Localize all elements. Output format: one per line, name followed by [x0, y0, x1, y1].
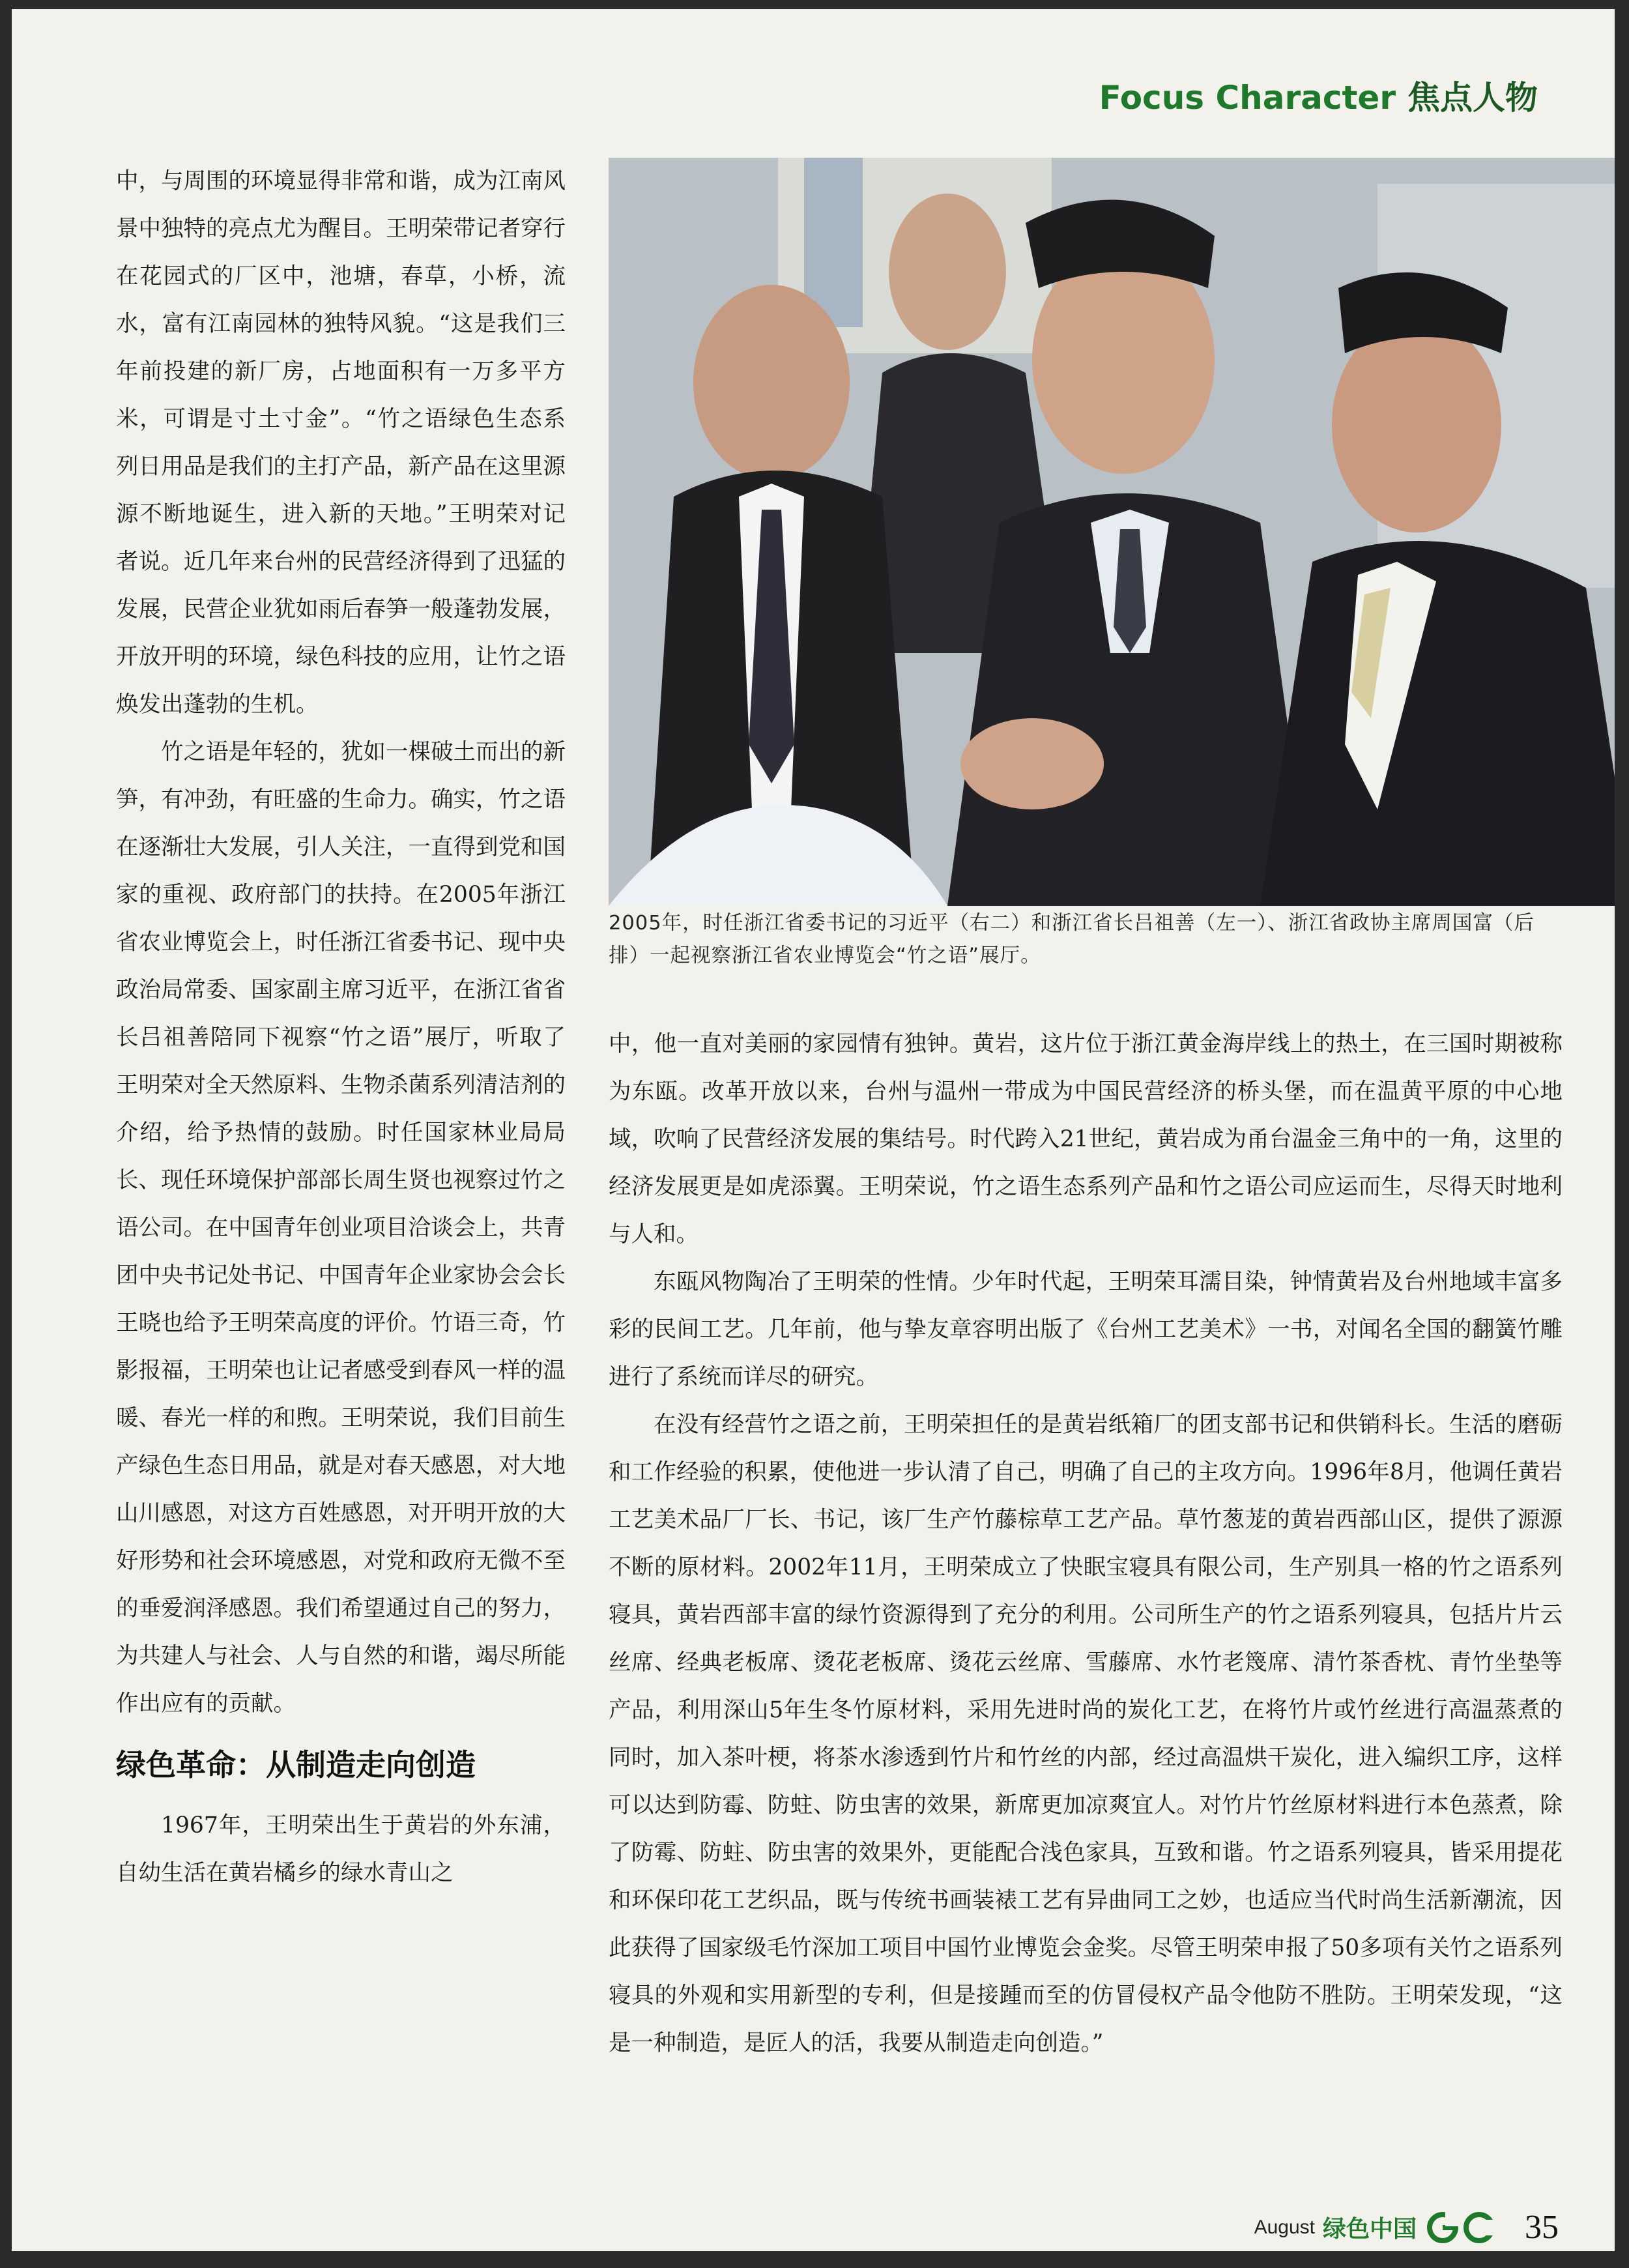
page-footer	[1254, 2208, 1559, 2246]
body-paragraph: 在没有经营竹之语之前，王明荣担任的是黄岩纸箱厂的团支部书记和供销科长。生活的磨砺和工作经验的积累，使他进一步认清了自己，明确了自己的主攻方向。1996年8月，他调任黄岩工艺美术品厂厂长、书记，该厂生产竹藤棕草工艺产品。草竹葱茏的黄岩西部山区，提供了源源不断的原材料。2002年11月，王明荣成立了快眠宝寝具有限公司，生产别具一格的竹之语系列寝具，黄岩西部丰富的绿竹资源得到了充分的利用。公司所生产的竹之语系列寝具，包括片片云丝席、经典老板席、烫花老板席、烫花云丝席、雪藤席、水竹老篾席、清竹茶香枕、青竹坐垫等产品，利用深山5年生冬竹原材料，采用先进时尚的炭化工艺，在将竹片或竹丝进行高温蒸煮的同时，加入茶叶梗，将茶水渗透到竹片和竹丝的内部，经过高温烘干炭化，进入编织工序，这样可以达到防霉、防蛀、防虫害的效果，新席更加凉爽宜人。对竹片竹丝原材料进行本色蒸煮，除了防霉、防蛀、防虫害的效果外，更能配合浅色家具，互致和谐。竹之语系列寝具，皆采用提花和环保印花工艺织品，既与传统书画装裱工艺有异曲同工之妙，也适应当代时尚生活新潮流，因此获得了国家级毛竹深加工项目中国竹业博览会金奖。尽管王明荣申报了50多项有关竹之语系列寝具的外观和实用新型的专利，但是接踵而至的仿冒侵权产品令他防不胜防。王明荣发现，“这是一种制造，是匠人的活，我要从制造走向创造。”	[609, 1412, 1563, 2056]
magazine-logo-icon	[1423, 2212, 1501, 2243]
photo-caption: 2005年，时任浙江省委书记的习近平（右二）和浙江省长吕祖善（左一）、浙江省政协主席周国富（后排）一起视察浙江省农业博览会“竹之语”展厅。	[609, 912, 1535, 967]
left-column	[116, 158, 566, 1897]
section-header-zh: 焦点人物	[1407, 79, 1538, 117]
magazine-name: 绿色中国	[1322, 2216, 1417, 2243]
section-header-en: Focus Character	[1099, 79, 1396, 117]
right-column	[609, 1021, 1563, 2067]
body-paragraph: 1967年，王明荣出生于黄岩的外东浦，自幼生活在黄岩橘乡的绿水青山之	[116, 1812, 566, 1886]
section-title: 绿色革命：从制造走向创造	[116, 1747, 476, 1782]
body-paragraph: 竹之语是年轻的，犹如一棵破土而出的新笋，有冲劲，有旺盛的生命力。确实，竹之语在逐渐壮大发展，引人关注，一直得到党和国家的重视、政府部门的扶持。在2005年浙江省农业博览会上，时任浙江省委书记、现中央政治局常委、国家副主席习近平，在浙江省省长吕祖善陪同下视察“竹之语”展厅，听取了王明荣对全天然原料、生物杀菌系列清洁剂的介绍，给予热情的鼓励。时任国家林业局局长、现任环境保护部部长周生贤也视察过竹之语公司。在中国青年创业项目洽谈会上，共青团中央书记处书记、中国青年企业家协会会长王晓也给予王明荣高度的评价。竹语三奇，竹影报福，王明荣也让记者感受到春风一样的温暖、春光一样的和煦。王明荣说，我们目前生产绿色生态日用品，就是对春天感恩，对大地山川感恩，对这方百姓感恩，对开明开放的大好形势和社会环境感恩，对党和政府无微不至的垂爱润泽感恩。我们希望通过自己的努力，为共建人与社会、人与自然的和谐，竭尽所能作出应有的贡献。	[116, 739, 566, 1717]
body-paragraph: 中，与周围的环境显得非常和谐，成为江南风景中独特的亮点尤为醒目。王明荣带记者穿行在花园式的厂区中，池塘，春草，小桥，流水，富有江南园林的独特风貌。“这是我们三年前投建的新厂房，占地面积有一万多平方米，可谓是寸土寸金”。“竹之语绿色生态系列日用品是我们的主打产品，新产品在这里源源不断地诞生，进入新的天地。”王明荣对记者说。近几年来台州的民营经济得到了迅猛的发展，民营企业犹如雨后春笋一般蓬勃发展，开放开明的环境，绿色科技的应用，让竹之语焕发出蓬勃的生机。	[116, 168, 566, 718]
magazine-page	[12, 9, 1615, 2251]
news-photo-illustration	[609, 158, 1615, 906]
body-paragraph: 中，他一直对美丽的家园情有独钟。黄岩，这片位于浙江黄金海岸线上的热土，在三国时期被称为东瓯。改革开放以来，台州与温州一带成为中国民营经济的桥头堡，而在温黄平原的中心地域，吹响了民营经济发展的集结号。时代跨入21世纪，黄岩成为甬台温金三角中的一角，这里的经济发展更是如虎添翼。王明荣说，竹之语生态系列产品和竹之语公司应运而生，尽得天时地利与人和。	[609, 1031, 1563, 1247]
section-header	[1099, 72, 1538, 119]
news-photo	[609, 158, 1615, 906]
body-paragraph: 东瓯风物陶冶了王明荣的性情。少年时代起，王明荣耳濡目染，钟情黄岩及台州地域丰富多彩的民间工艺。几年前，他与挚友章容明出版了《台州工艺美术》一书，对闻名全国的翻簧竹雕进行了系统而详尽的研究。	[609, 1269, 1563, 1390]
footer-month: August	[1254, 2216, 1315, 2238]
page-number: 35	[1525, 2209, 1559, 2246]
